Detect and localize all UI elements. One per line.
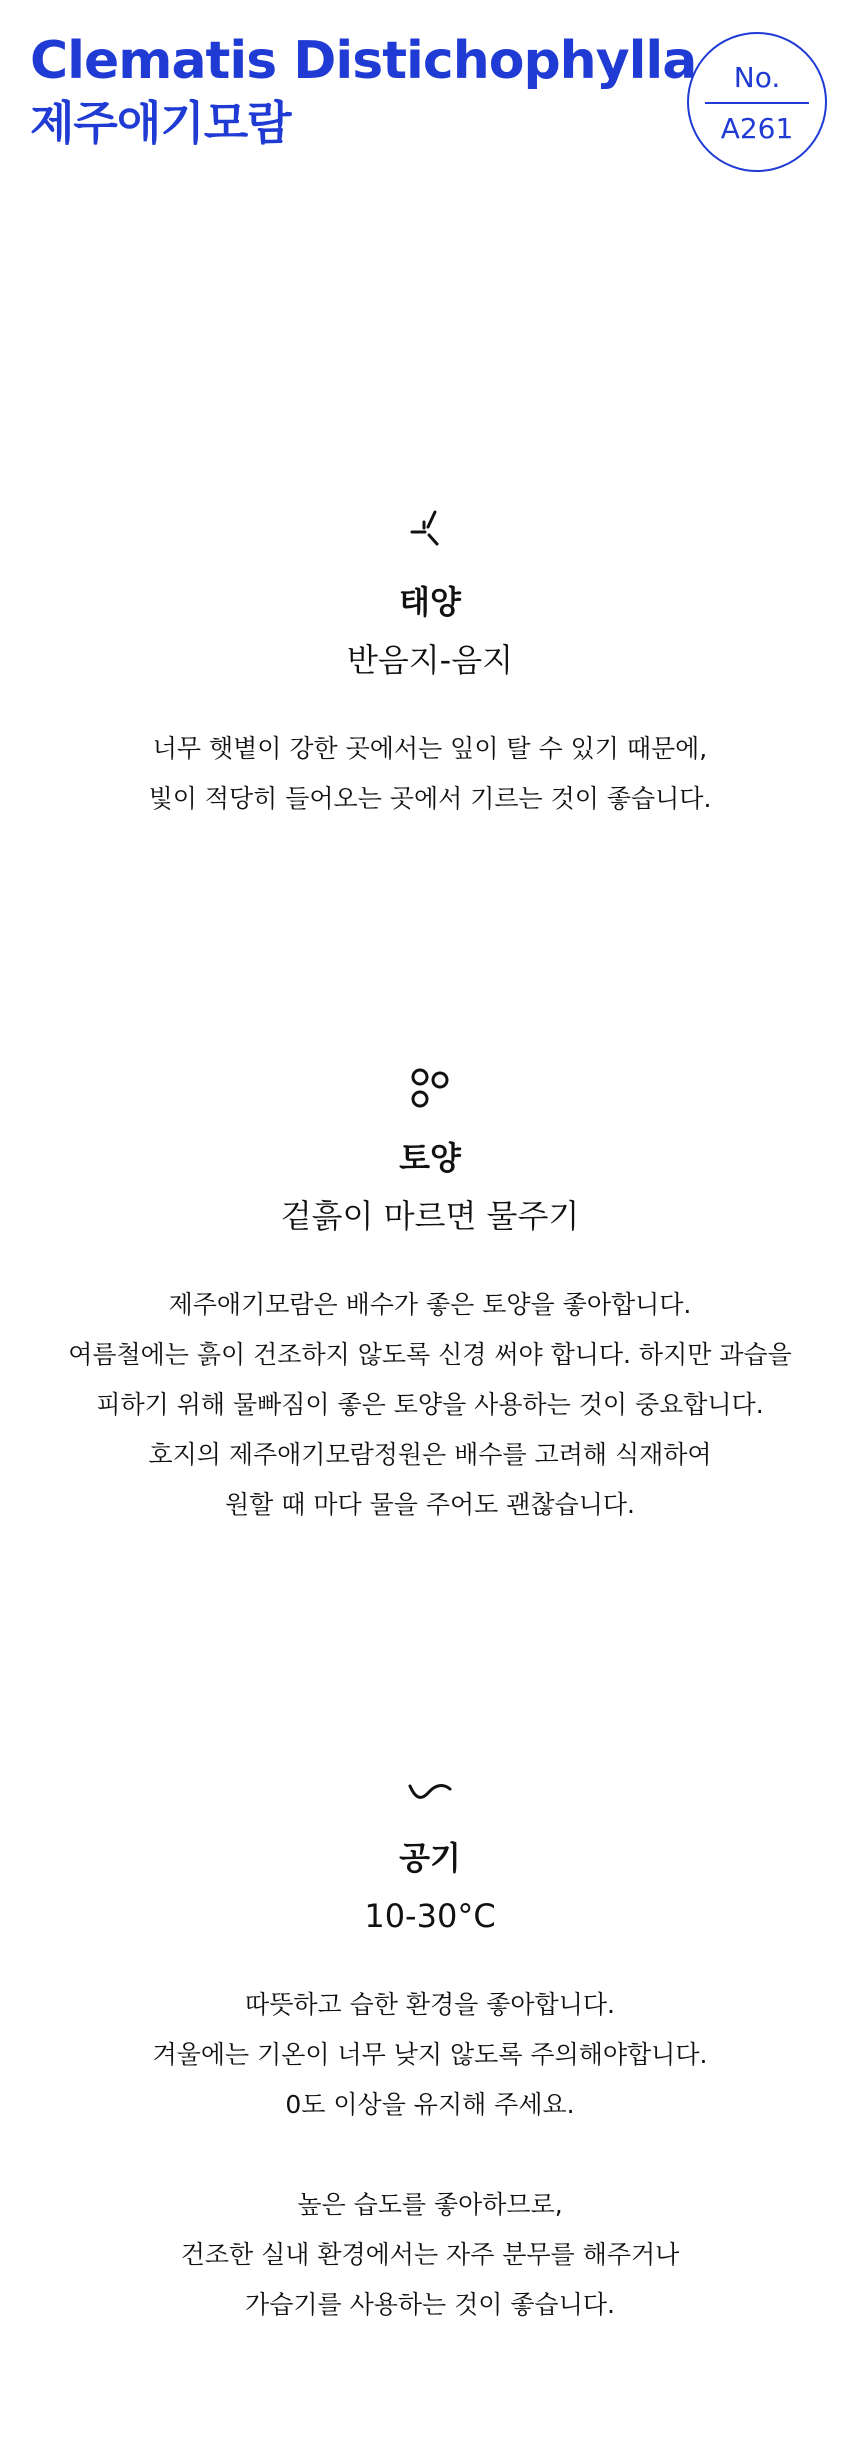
section-sun [0,502,860,824]
description-line: 너무 햇볕이 강한 곳에서는 잎이 탈 수 있기 때문에, [152,734,708,763]
description-line: 원할 때 마다 물을 주어도 괜찮습니다. [225,1490,635,1519]
description-line: 가습기를 사용하는 것이 좋습니다. [245,2290,615,2319]
section-subheading: 겉흙이 마르면 물주기 [280,1197,580,1235]
catalog-number-badge [687,32,827,172]
section-description [20,724,840,824]
description-line: 겨울에는 기온이 너무 낮지 않도록 주의해야합니다. [152,2040,708,2069]
description-line: 건조한 실내 환경에서는 자주 분무를 해주거나 [180,2240,680,2269]
description-line: 호지의 제주애기모람정원은 배수를 고려해 식재하여 [148,1440,712,1469]
section-description [20,1280,840,1530]
plant-name-latin: Clematis Distichophylla [30,31,697,91]
soil-icon [400,1058,460,1118]
description-line: 빛이 적당히 들어오는 곳에서 기르는 것이 좋습니다. [148,784,712,813]
plant-name-korean: 제주애기모람 [30,96,291,150]
section-subheading: 반음지-음지 [346,641,514,679]
description-line: 0도 이상을 유지해 주세요. [285,2090,575,2119]
description-spacer [20,2130,840,2180]
badge-label: No. [733,61,781,94]
section-description [20,1980,840,2330]
description-line: 제주애기모람은 배수가 좋은 토양을 좋아합니다. [168,1290,692,1319]
section-subheading: 10-30°C [364,1897,496,1935]
description-line: 높은 습도를 좋아하므로, [297,2190,563,2219]
description-line: 따뜻하고 습한 환경을 좋아합니다. [245,1990,615,2019]
section-heading: 토양 [399,1139,461,1177]
section-heading: 태양 [399,583,461,621]
air-wave-icon [400,1758,460,1818]
description-line: 피하기 위해 물빠짐이 좋은 토양을 사용하는 것이 중요합니다. [96,1390,764,1419]
sun-icon [400,502,460,562]
section-soil [0,1058,860,1530]
badge-code: A261 [720,112,794,145]
description-line: 여름철에는 흙이 건조하지 않도록 신경 써야 합니다. 하지만 과습을 [68,1340,792,1369]
section-air [0,1758,860,2330]
header-title [30,28,697,152]
badge-divider [705,102,809,104]
section-heading: 공기 [399,1839,461,1877]
